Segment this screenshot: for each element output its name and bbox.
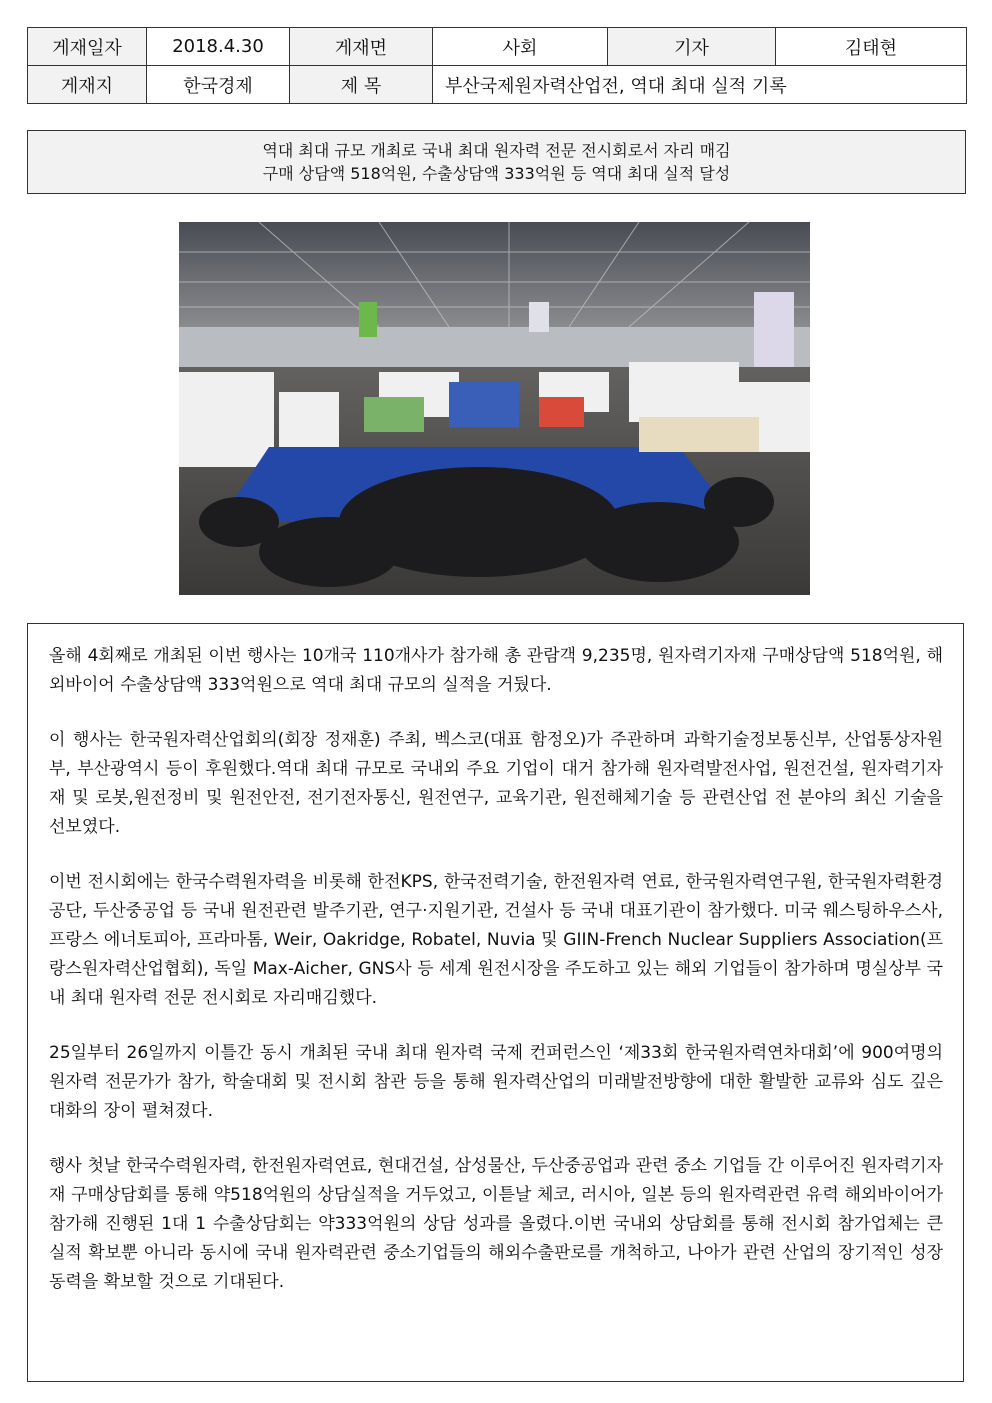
article-meta-table xyxy=(27,27,967,104)
publisher-label: 게재지 xyxy=(28,66,147,104)
body-paragraph-1: 올해 4회째로 개최된 이번 행사는 10개국 110개사가 참가해 총 관람객 9,235명, 원자력기자재 구매상담액 518억원, 해외바이어 수출상담액 333억원으로 역대 최대 규모의 실적을 거뒀다. xyxy=(49,646,943,695)
meta-row-2 xyxy=(28,66,967,104)
body-paragraph-5: 행사 첫날 한국수력원자력, 한전원자력연료, 현대건설, 삼성물산, 두산중공업과 관련 중소 기업들 간 이루어진 원자력기자재 구매상담회를 통해 약518억원의 상담실적을 거두었고, 이튿날 체코, 러시아, 일본 등의 원자력관련 유력 해외바이어가 참가해 진행된 1대 1 수출상담회는 약333억원의 상담 성과를 올렸다.이번 국내외 상담회를 통해 전시회 참가업체는 큰 실적 확보뿐 아니라 동시에 국내 원자력관련 중소기업들의 해외수출판로를 개척하고, 나아가 관련 산업의 장기적인 성장 동력을 확보할 것으로 기대된다. xyxy=(49,1156,943,1292)
article-title: 부산국제원자력산업전, 역대 최대 실적 기록 xyxy=(433,66,967,104)
reporter-name: 김태현 xyxy=(776,28,967,66)
section-value: 사회 xyxy=(433,28,608,66)
title-label: 제 목 xyxy=(290,66,433,104)
body-paragraph-2: 이 행사는 한국원자력산업회의(회장 정재훈) 주최, 벡스코(대표 함정오)가 주관하며 과학기술정보통신부, 산업통상자원부, 부산광역시 등이 후원했다.역대 최대 규모로 국내외 주요 기업이 대거 참가해 원자력발전사업, 원전건설, 원자력기자재 및 로봇,원전정비 및 원전안전, 전기전자통신, 원전연구, 교육기관, 원전해체기술 등 관련산업 전 분야의 최신 기술을 선보였다. xyxy=(49,730,943,837)
summary-line-1: 역대 최대 규모 개최로 국내 최대 원자력 전문 전시회로서 자리 매김 xyxy=(262,141,731,160)
body-paragraph-4: 25일부터 26일까지 이틀간 동시 개최된 국내 최대 원자력 국제 컨퍼런스인 ‘제33회 한국원자력연차대회’에 900여명의 원자력 전문가가 참가, 학술대회 및 전시회 참관 등을 통해 원자력산업의 미래발전방향에 대한 활발한 교류와 심도 깊은 대화의 장이 펼쳐졌다. xyxy=(49,1043,943,1121)
publisher-name: 한국경제 xyxy=(147,66,290,104)
summary-line-2: 구매 상담액 518억원, 수출상담액 333억원 등 역대 최대 실적 달성 xyxy=(262,164,731,183)
date-label: 게재일자 xyxy=(28,28,147,66)
body-paragraph-3: 이번 전시회에는 한국수력원자력을 비롯해 한전KPS, 한국전력기술, 한전원자력 연료, 한국원자력연구원, 한국원자력환경공단, 두산중공업 등 국내 원전관련 발주기관, 연구·지원기관, 건설사 등 국내 대표기관이 참가했다. 미국 웨스팅하우스사, 프랑스 에너토피아, 프라마톰, Weir, Oakridge, Robatel, Nuvia 및 GIIN-French Nuclear Suppliers Association(프랑스원자력산업협회), 독일 Max-Aicher, GNS사 등 세계 원전시장을 주도하고 있는 해외 기업들이 참가하며 명실상부 국내 최대 원자력 전문 전시회로 자리매김했다. xyxy=(49,872,943,1008)
exhibition-hall-photo xyxy=(179,222,810,595)
reporter-label: 기자 xyxy=(608,28,776,66)
section-label: 게재면 xyxy=(290,28,433,66)
article-body xyxy=(27,623,964,1382)
summary-box xyxy=(27,130,966,194)
meta-row-1 xyxy=(28,28,967,66)
publish-date: 2018.4.30 xyxy=(147,28,290,66)
